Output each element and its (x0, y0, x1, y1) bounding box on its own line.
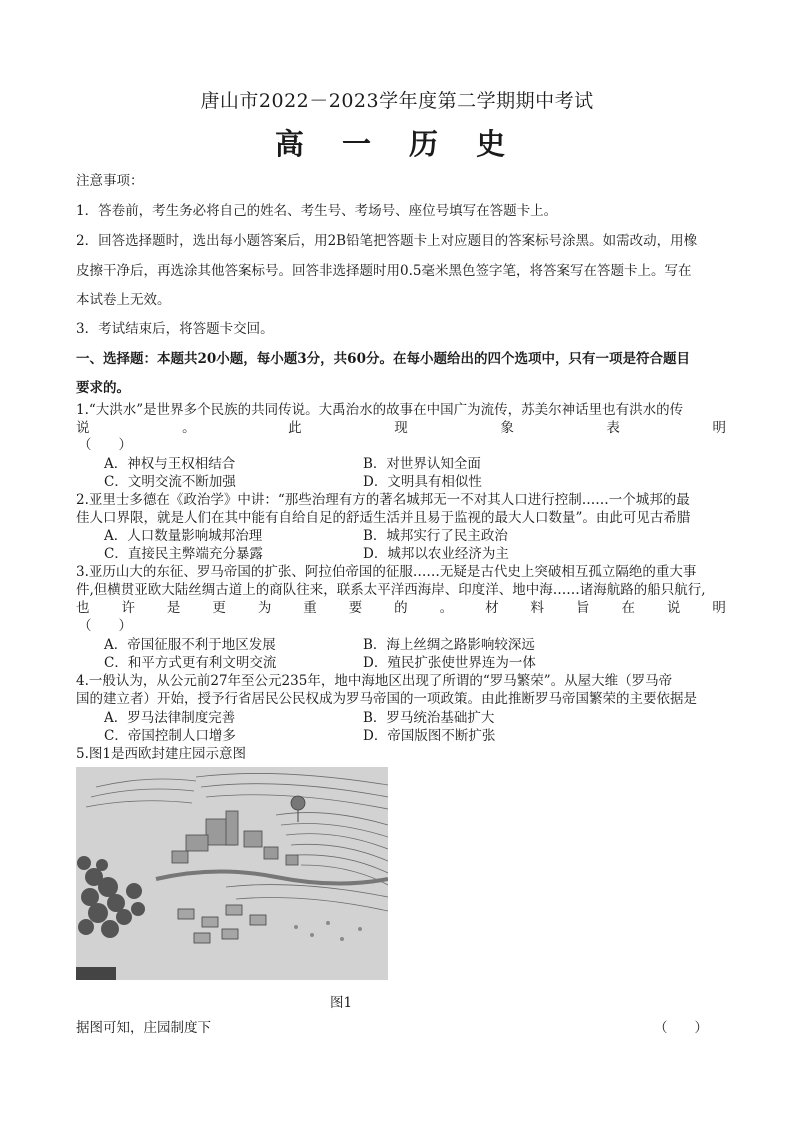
q1-word: 。 (182, 420, 196, 436)
q3-word: 料 (530, 600, 545, 616)
q1-option-a: A．神权与王权相结合 (104, 456, 236, 472)
q1-answer-paren: （ ） (78, 437, 132, 453)
exam-title: 唐山市2022－2023学年度第二学期期中考试 (200, 90, 594, 112)
subject-title: 高 一 历 史 (274, 127, 520, 161)
q2-option-a: A．人口数量影响城邦治理 (104, 528, 263, 544)
q3-option-b: B．海上丝绸之路影响较深远 (363, 637, 535, 653)
q2-stem-line-2: 佳人口界限，就是人们在其中能有自给自足的舒适生活并且易于监视的最大人口数量”。由此可见古希腊 (76, 510, 691, 526)
q1-option-c: C．文明交流不断加强 (104, 474, 236, 490)
q3-word: 为 (257, 600, 272, 616)
manor-diagram-image (76, 767, 388, 980)
q4-option-c: C．帝国控制人口增多 (104, 728, 236, 744)
q3-word: 要 (348, 600, 363, 616)
q3-stem-line-1: 3.亚历山大的东征、罗马帝国的扩张、阿拉伯帝国的征服……无疑是古代史上突破相互孤立隔绝的重大事 (76, 564, 697, 580)
notes-heading: 注意事项： (76, 173, 144, 189)
section-heading-line-2: 要求的。 (76, 380, 130, 396)
q3-word: 旨 (575, 600, 590, 616)
q4-stem-line-2: 国的建立者）开始，授予行省居民公民权成为罗马帝国的一项政策。由此推断罗马帝国繁荣的主要依据是 (76, 691, 697, 707)
q1-option-b: B．对世界认知全面 (363, 456, 481, 472)
q2-option-c: C．直接民主弊端充分暴露 (104, 546, 263, 562)
q1-word: 表 (606, 420, 620, 436)
q4-stem-line-1: 4.一般认为，从公元前27年至公元235年，地中海地区出现了所谓的“罗马繁荣”。从屋大维（罗马帝 (76, 673, 673, 689)
q3-word: 是 (166, 600, 181, 616)
section-heading-line-1: 一、选择题：本题共20小题，每小题3分，共60分。在每小题给出的四个选项中，只有一项是符合题目 (76, 351, 690, 367)
q3-word: 的 (394, 600, 408, 616)
manor-sketch (76, 767, 388, 980)
q1-option-d: D．文明具有相似性 (363, 474, 482, 490)
q5-answer-paren: （ ） (654, 1020, 708, 1036)
q3-word: 说 (666, 600, 681, 616)
q3-word: 在 (621, 600, 635, 616)
q2-option-d: D．城邦以农业经济为主 (363, 546, 509, 562)
q3-word: 更 (212, 600, 226, 616)
q3-option-a: A．帝国征服不利于地区发展 (104, 637, 276, 653)
q3-option-d: D．殖民扩张使世界连为一体 (363, 655, 536, 671)
q4-option-a: A．罗马法律制度完善 (104, 710, 236, 726)
q3-word: 重 (303, 600, 317, 616)
q3-stem-line-2: 件,但横贯亚欧大陆丝绸古道上的商队往来，联系太平洋西海岸、印度洋、地中海……诸海航路的船只航行, (76, 582, 706, 598)
q1-stem-line-1: 1.“大洪水”是世界多个民族的共同传说。大禹治水的故事在中国广为流传，苏美尔神话里也有洪水的传 (76, 402, 684, 418)
q2-option-b: B．城邦实行了民主政治 (363, 528, 508, 544)
q5-follow-text: 据图可知，庄园制度下 (76, 1020, 211, 1036)
q1-word: 说 (76, 420, 90, 436)
q1-word: 象 (500, 420, 514, 436)
q1-word: 现 (394, 420, 408, 436)
q1-stem-line-2 (76, 419, 726, 437)
q3-word: 材 (485, 600, 499, 616)
note-2-line-3: 本试卷上无效。 (76, 292, 171, 308)
q4-option-b: B．罗马统治基础扩大 (363, 710, 495, 726)
q3-answer-paren: （ ） (78, 618, 132, 634)
q3-word: 明 (712, 600, 726, 616)
q4-option-d: D．帝国版图不断扩张 (363, 728, 496, 744)
figure-caption: 图1 (330, 995, 353, 1011)
q3-option-c: C．和平方式更有利文明交流 (104, 655, 277, 671)
q3-word: 许 (121, 600, 135, 616)
note-1: 1．答卷前，考生务必将自己的姓名、考生号、考场号、座位号填写在答题卡上。 (76, 203, 558, 219)
q5-stem: 5.图1是西欧封建庄园示意图 (76, 746, 246, 762)
q2-stem-line-1: 2.亚里士多德在《政治学》中讲：“那些治理有方的著名城邦无一不对其人口进行控制……一个城邦的最 (76, 492, 690, 508)
q1-word: 此 (288, 420, 302, 436)
q3-word: 也 (76, 600, 90, 616)
q1-word: 明 (712, 420, 726, 436)
note-3: 3．考试结束后，将答题卡交回。 (76, 321, 274, 337)
note-2-line-2: 皮擦干净后，再选涂其他答案标号。回答非选择题时用0.5毫米黑色签字笔，将答案写在答题卡上。写在 (76, 263, 692, 279)
q3-word: 。 (439, 600, 454, 616)
q3-stem-line-3 (76, 599, 726, 617)
note-2-line-1: 2．回答选择题时，选出每小题答案后，用2B铅笔把答题卡上对应题目的答案标号涂黑。如需改动，用橡 (76, 233, 698, 249)
